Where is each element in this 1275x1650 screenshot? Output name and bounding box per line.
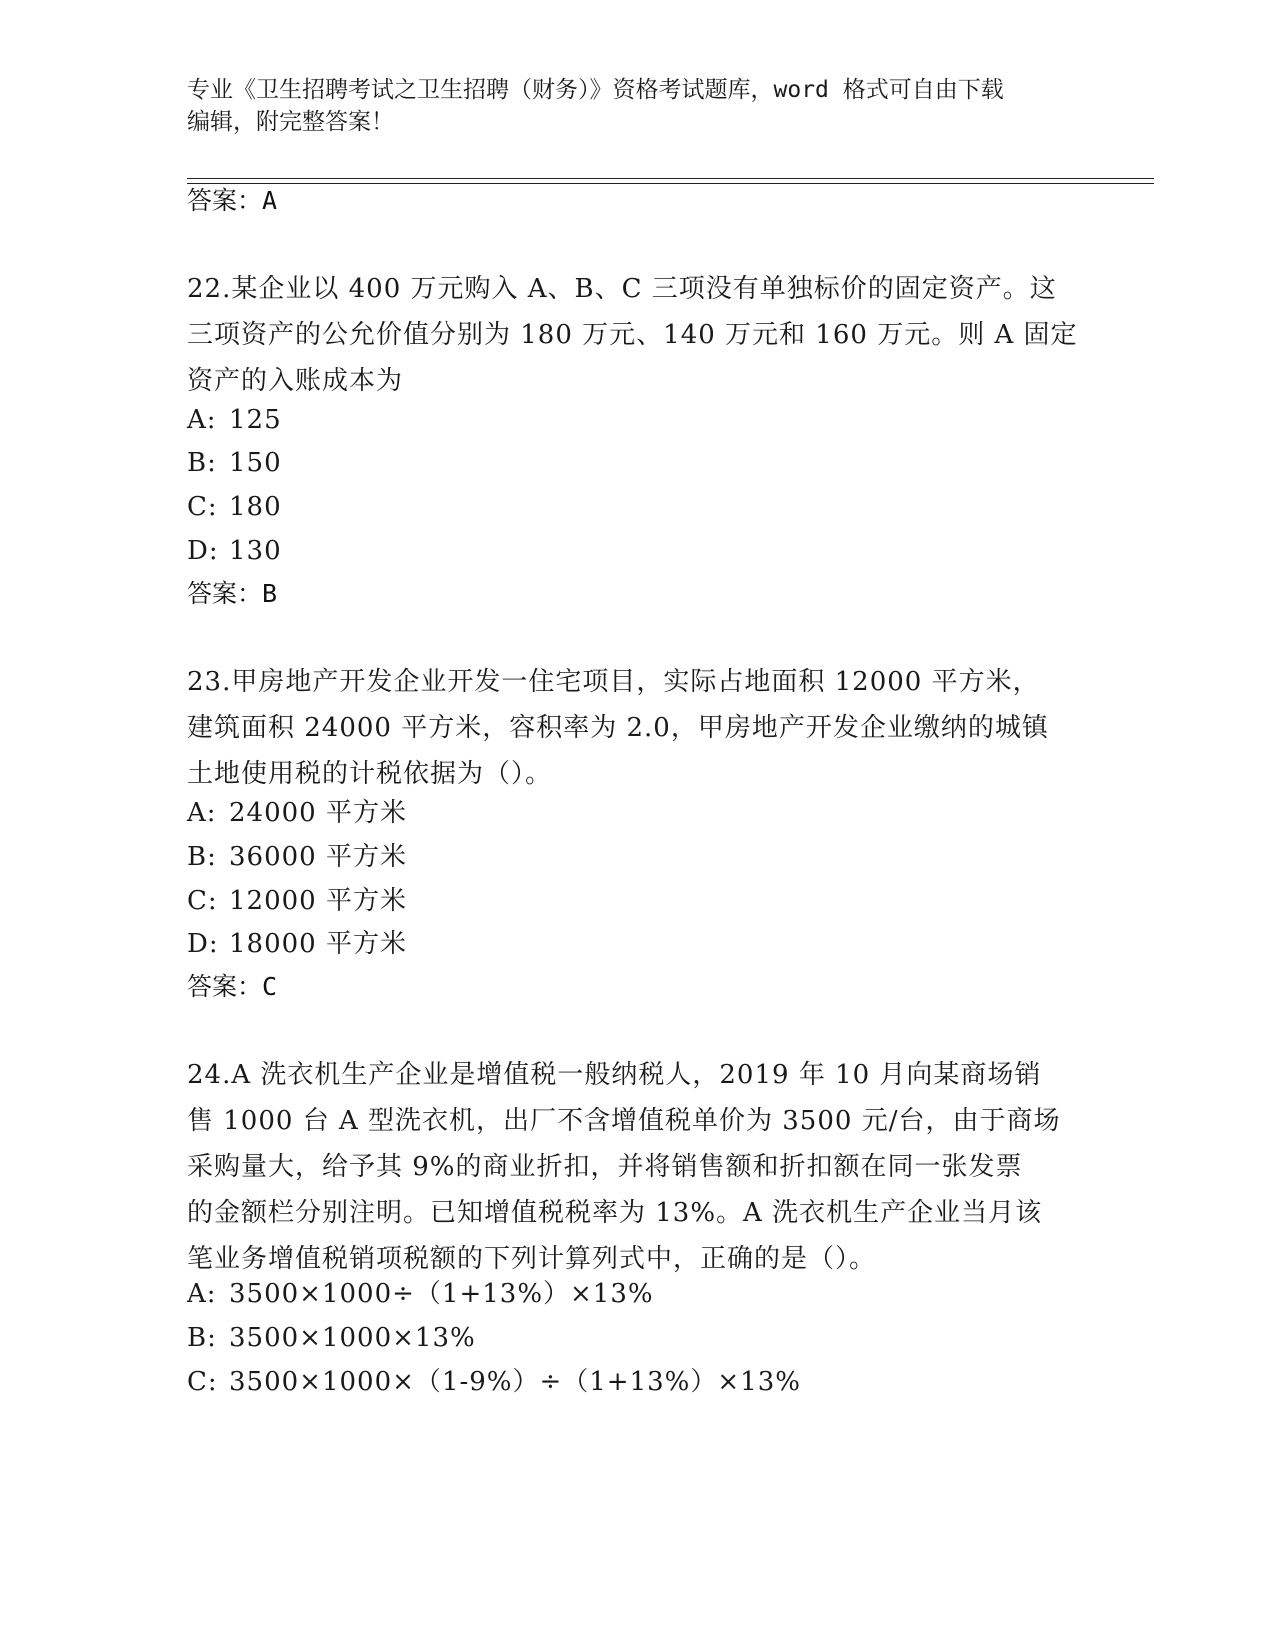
option-letter: A: (187, 405, 217, 435)
question-23-answer: 答案：C (187, 972, 278, 1001)
header-line-2: 编辑，附完整答案！ (187, 109, 394, 135)
question-22-option-c (187, 492, 282, 522)
option-letter: D: (187, 929, 219, 959)
question-24-line: 笔业务增值税销项税额的下列计算列式中，正确的是（）。 (187, 1244, 877, 1274)
question-23-option-d (187, 929, 407, 959)
option-letter: C: (187, 492, 218, 522)
option-text: 18000 平方米 (229, 929, 407, 959)
question-24-option-a (187, 1279, 654, 1309)
question-24-text (187, 1052, 1087, 1282)
question-24-option-b (187, 1323, 476, 1353)
question-22-option-a (187, 405, 282, 435)
option-text: 3500×1000×13% (229, 1323, 476, 1353)
question-22-line: 22.某企业以 400 万元购入 A、B、C 三项没有单独标价的固定资产。这 (187, 274, 1057, 304)
option-text: 36000 平方米 (229, 842, 407, 872)
question-23-line: 23.甲房地产开发企业开发一住宅项目，实际占地面积 12000 平方米， (187, 667, 1040, 697)
question-24-line: 24.A 洗衣机生产企业是增值税一般纳税人，2019 年 10 月向某商场销 (187, 1060, 1042, 1090)
question-22-line: 三项资产的公允价值分别为 180 万元、140 万元和 160 万元。则 A 固定 (187, 320, 1078, 350)
option-letter: B: (187, 448, 217, 478)
question-23-text (187, 659, 1087, 797)
question-23-option-b (187, 842, 407, 872)
question-22-option-d (187, 536, 282, 566)
question-23-line: 土地使用税的计税依据为（）。 (187, 759, 553, 789)
option-text: 180 (229, 492, 282, 522)
option-text: 3500×1000×（1-9%）÷（1+13%）×13% (229, 1367, 801, 1397)
header-line-1: 专业《卫生招聘考试之卫生招聘（财务）》资格考试题库，word 格式可自由下载 (187, 77, 1004, 103)
question-22-option-b (187, 448, 282, 478)
option-letter: D: (187, 536, 219, 566)
header-divider-bottom (187, 183, 1154, 184)
header-divider-top (187, 178, 1154, 179)
option-letter: A: (187, 1279, 217, 1309)
option-text: 150 (229, 448, 282, 478)
option-letter: B: (187, 842, 217, 872)
option-text: 125 (229, 405, 282, 435)
question-24-line: 采购量大，给予其 9%的商业折扣，并将销售额和折扣额在同一张发票 (187, 1152, 1023, 1182)
option-text: 24000 平方米 (229, 798, 407, 828)
document-header (187, 74, 1087, 138)
question-24-line: 售 1000 台 A 型洗衣机，出厂不含增值税单价为 3500 元/台，由于商场 (187, 1106, 1061, 1136)
question-23-option-c (187, 886, 407, 916)
question-23-option-a (187, 798, 407, 828)
option-letter: C: (187, 1367, 218, 1397)
option-text: 130 (229, 536, 282, 566)
question-24-option-c (187, 1367, 801, 1397)
option-letter: C: (187, 886, 218, 916)
answer-previous: 答案：A (187, 186, 278, 215)
option-letter: B: (187, 1323, 217, 1353)
question-23-line: 建筑面积 24000 平方米，容积率为 2.0，甲房地产开发企业缴纳的城镇 (187, 713, 1049, 743)
question-22-text (187, 266, 1087, 404)
option-letter: A: (187, 798, 217, 828)
question-22-line: 资产的入账成本为 (187, 366, 404, 396)
option-text: 3500×1000÷（1+13%）×13% (229, 1279, 654, 1309)
question-22-answer: 答案：B (187, 579, 278, 608)
option-text: 12000 平方米 (229, 886, 407, 916)
question-24-line: 的金额栏分别注明。已知增值税税率为 13%。A 洗衣机生产企业当月该 (187, 1198, 1043, 1228)
